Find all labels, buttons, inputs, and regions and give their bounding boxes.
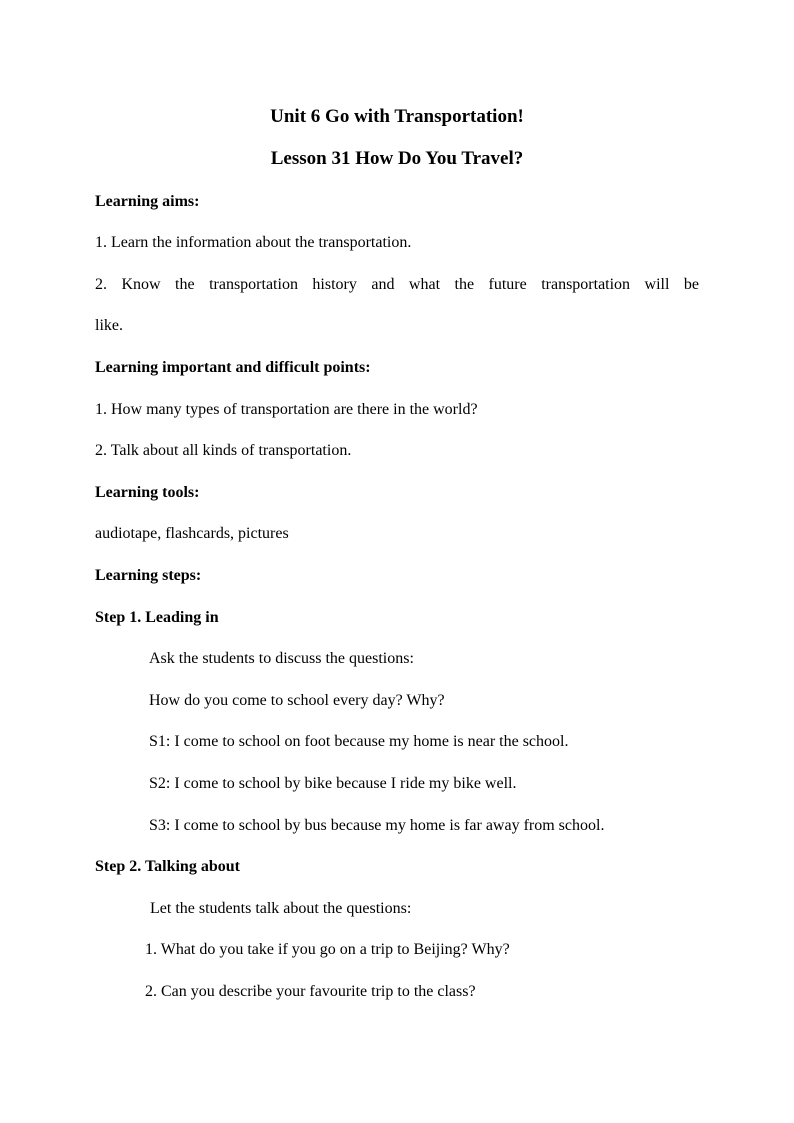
learning-aim-2-continuation: like. (95, 317, 123, 334)
important-point-1: 1. How many types of transportation are there in the world? (95, 401, 478, 418)
important-points-heading: Learning important and difficult points: (95, 359, 371, 376)
important-point-2: 2. Talk about all kinds of transportation. (95, 442, 352, 459)
learning-aims-heading: Learning aims: (95, 193, 200, 210)
learning-tools-text: audiotape, flashcards, pictures (95, 525, 289, 542)
step2-intro: Let the students talk about the questions: (150, 900, 412, 917)
step1-line: How do you come to school every day? Why? (149, 692, 445, 709)
step1-line: S1: I come to school on foot because my home is near the school. (149, 733, 569, 750)
page-title: Unit 6 Go with Transportation! (270, 106, 524, 127)
learning-aim-2: 2. Know the transportation history and what the future transportation will be (95, 276, 699, 293)
lesson-title: Lesson 31 How Do You Travel? (270, 148, 524, 169)
step2-question: 1. What do you take if you go on a trip to Beijing? Why? (145, 941, 510, 958)
step1-line: S3: I come to school by bus because my home is far away from school. (149, 817, 605, 834)
step2-heading: Step 2. Talking about (95, 858, 240, 875)
step2-question: 2. Can you describe your favourite trip to the class? (145, 983, 476, 1000)
learning-aim-1: 1. Learn the information about the transportation. (95, 234, 412, 251)
step1-line: S2: I come to school by bike because I ride my bike well. (149, 775, 517, 792)
step1-heading: Step 1. Leading in (95, 609, 219, 626)
step1-line: Ask the students to discuss the questions: (149, 650, 414, 667)
learning-tools-heading: Learning tools: (95, 484, 200, 501)
learning-steps-heading: Learning steps: (95, 567, 202, 584)
